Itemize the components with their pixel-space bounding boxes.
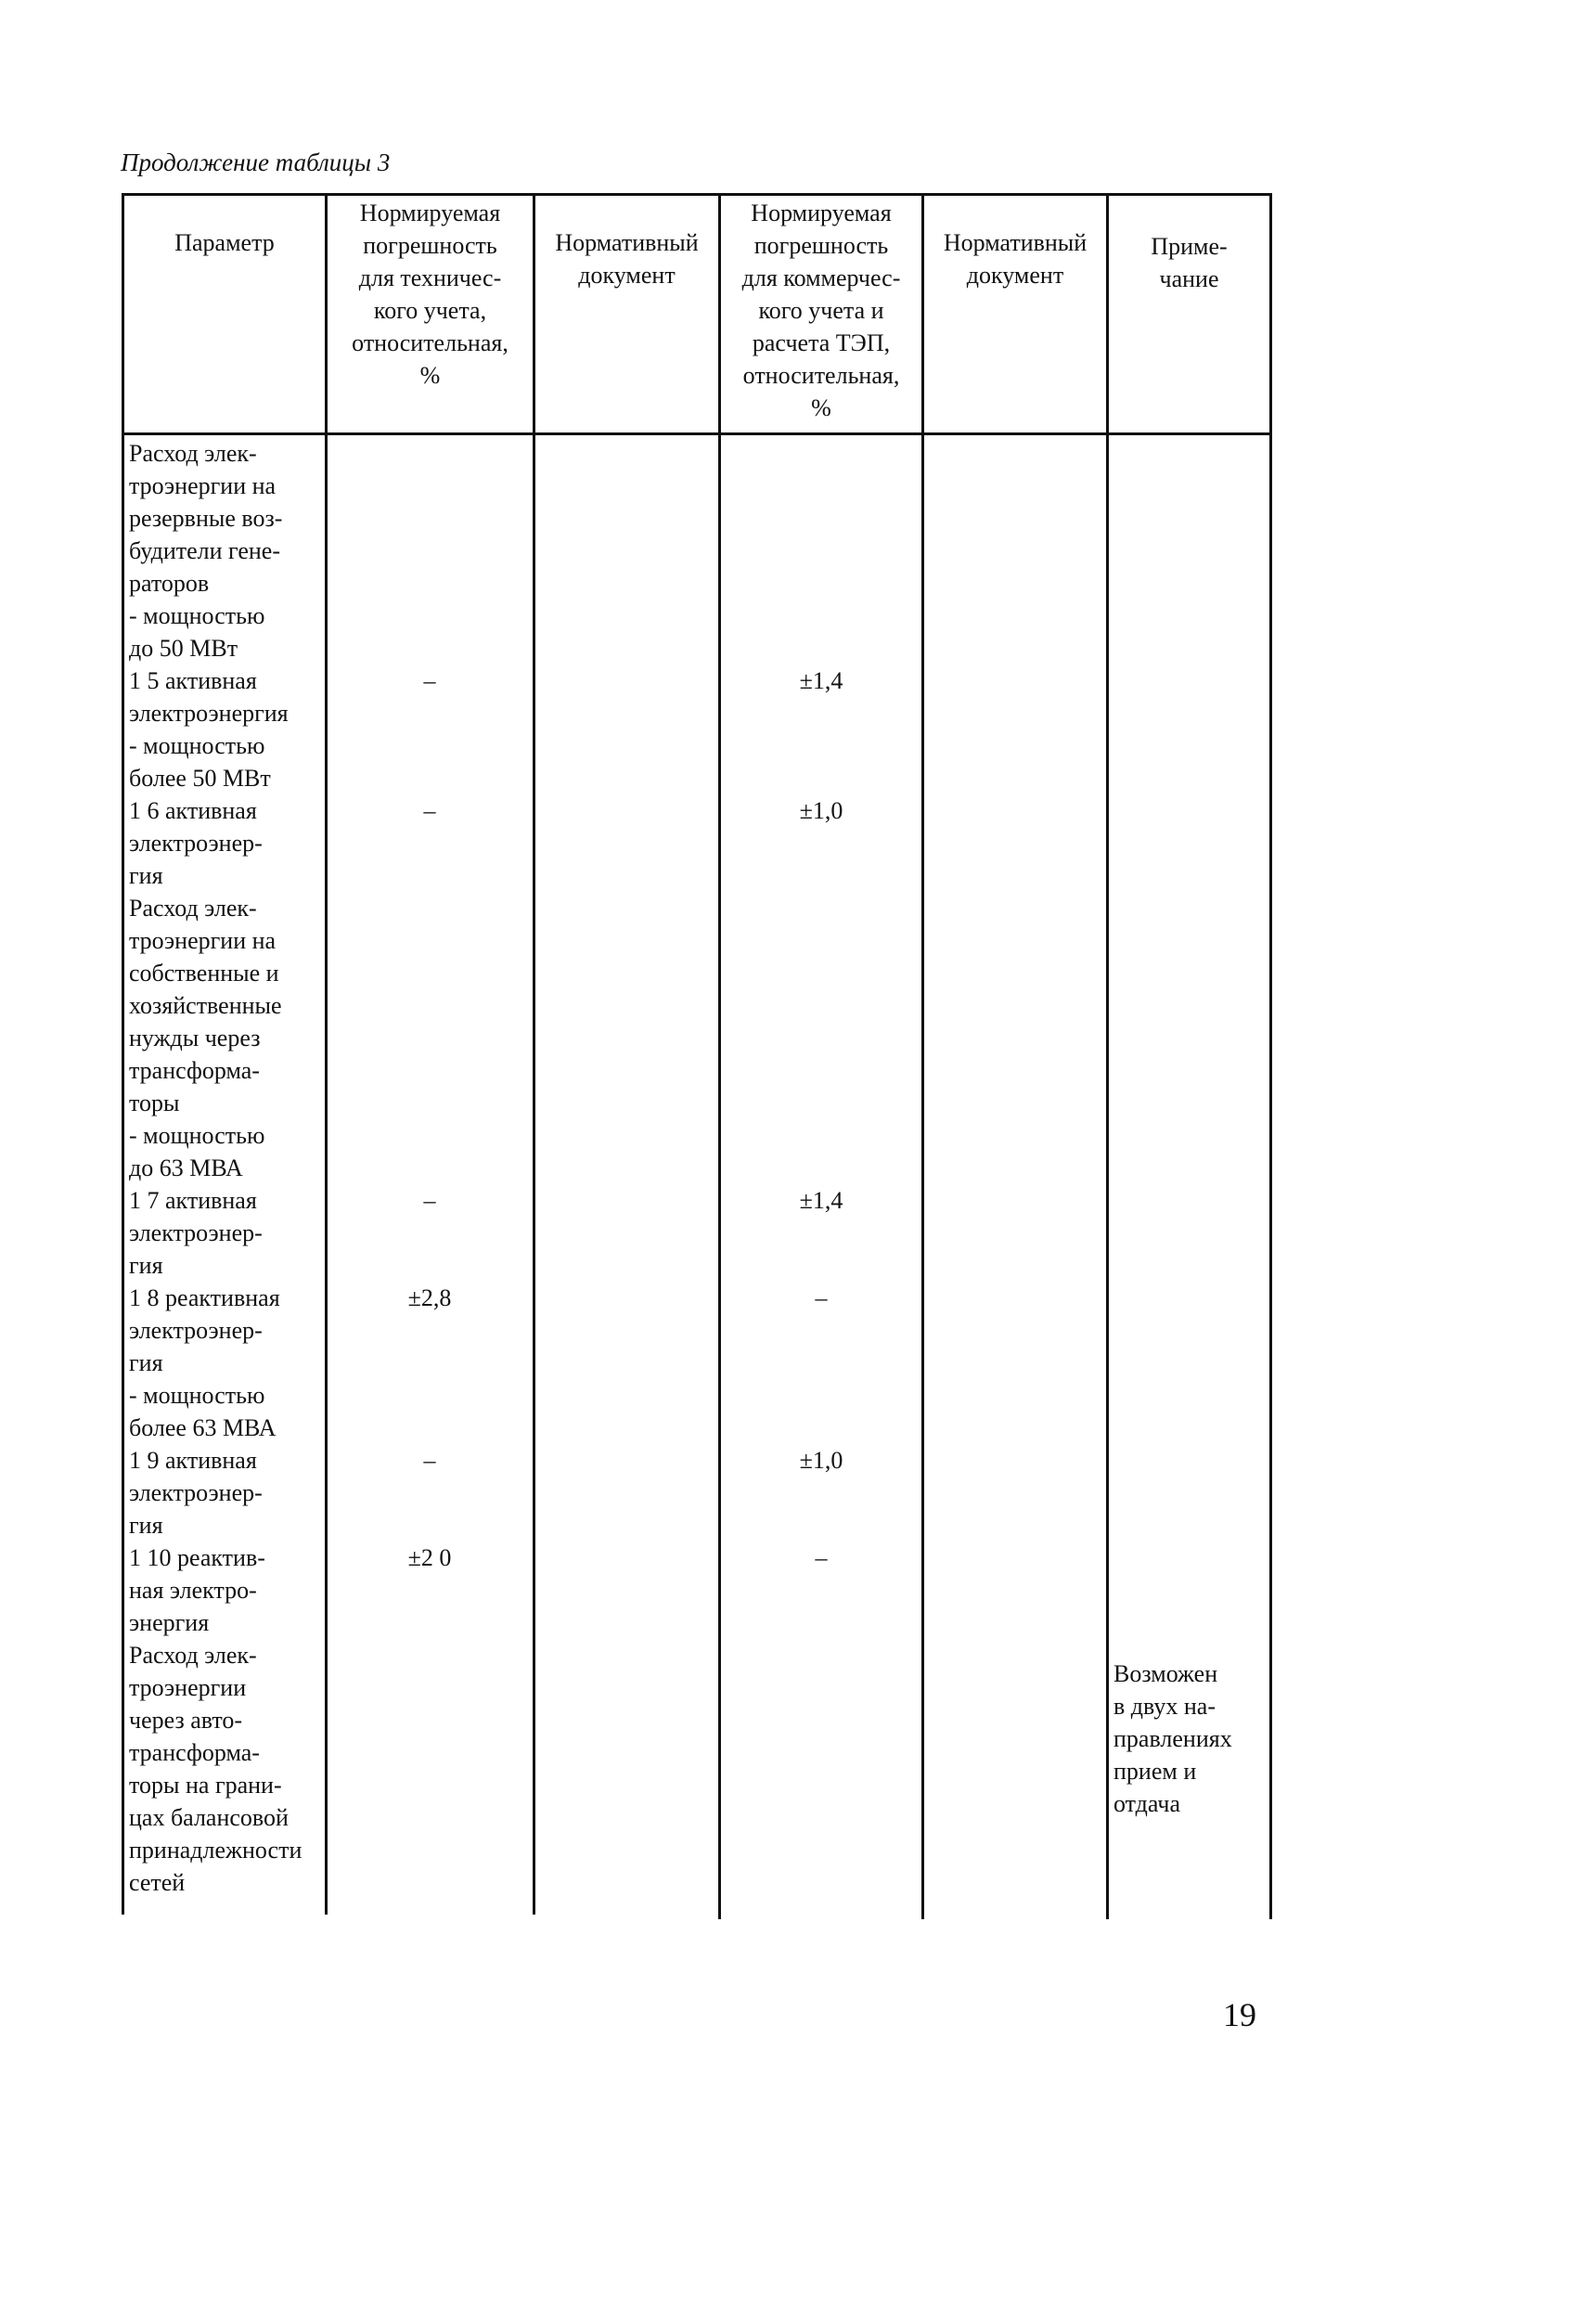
header-comm-doc: Нормативный документ (943, 229, 1088, 289)
table-top-border (122, 193, 1272, 196)
row-1-10-comm-error: – (815, 1544, 828, 1571)
row-1-9-tech-error: – (423, 1447, 436, 1474)
row-1-8-param: 1 8 реактивная электроэнер- гия (129, 1284, 280, 1376)
subgroup-over-63mva: - мощностью более 63 МВА (129, 1382, 277, 1441)
column-divider-4 (921, 193, 924, 1919)
row-1-5-comm-error: ±1,4 (799, 667, 843, 694)
group-autotransformers: Расход элек- троэнергии через авто- трансформа- торы на грани- цах балансовой принадлежности сетей (129, 1642, 302, 1896)
row-1-10-tech-error: ±2 0 (407, 1544, 452, 1571)
column-divider-5 (1106, 193, 1109, 1919)
row-1-8-comm-error: – (815, 1284, 828, 1311)
autotransformer-note: Возможен в двух на- правлениях прием и отдача (1113, 1660, 1232, 1817)
row-1-10-param: 1 10 реактив- ная электро- энергия (129, 1544, 265, 1636)
subgroup-over-50mw: - мощностью более 50 МВт (129, 732, 271, 792)
group-reserve-exciters: Расход элек- троэнергии на резервные воз- будители гене- раторов - мощностью до 50 МВт (129, 440, 283, 662)
table-caption: Продолжение таблицы 3 (121, 148, 391, 176)
header-tech-error: Нормируемая погрешность для техничес- кого учета, относительная, % (352, 200, 508, 389)
table-left-border (122, 193, 124, 1915)
header-bottom-border (122, 432, 1272, 435)
header-param: Параметр (174, 229, 275, 256)
column-divider-2 (533, 193, 535, 1915)
column-divider-3 (718, 193, 721, 1919)
page-number: 19 (1223, 1996, 1256, 2033)
row-1-7-comm-error: ±1,4 (799, 1187, 843, 1214)
row-1-9-param: 1 9 активная электроэнер- гия (129, 1447, 263, 1539)
row-1-5-tech-error: – (423, 667, 436, 694)
row-1-8-tech-error: ±2,8 (407, 1284, 452, 1311)
row-1-7-tech-error: – (423, 1187, 436, 1214)
header-tech-doc: Нормативный документ (555, 229, 699, 289)
row-1-7-param: 1 7 активная электроэнер- гия (129, 1187, 263, 1279)
row-1-6-comm-error: ±1,0 (799, 797, 843, 824)
row-1-5-param: 1 5 активная электроэнергия (129, 667, 289, 727)
row-1-6-param: 1 6 активная электроэнер- гия (129, 797, 263, 889)
row-1-6-tech-error: – (423, 797, 436, 824)
header-comm-error: Нормируемая погрешность для коммерчес- кого учета и расчета ТЭП, относительная, % (741, 200, 901, 421)
header-note: Приме- чание (1151, 233, 1228, 292)
group-own-needs: Расход элек- троэнергии на собственные и хозяйственные нужды через трансформа- торы - мощностью до 63 МВА (129, 895, 282, 1181)
table (122, 193, 1272, 1919)
row-1-9-comm-error: ±1,0 (799, 1447, 843, 1474)
